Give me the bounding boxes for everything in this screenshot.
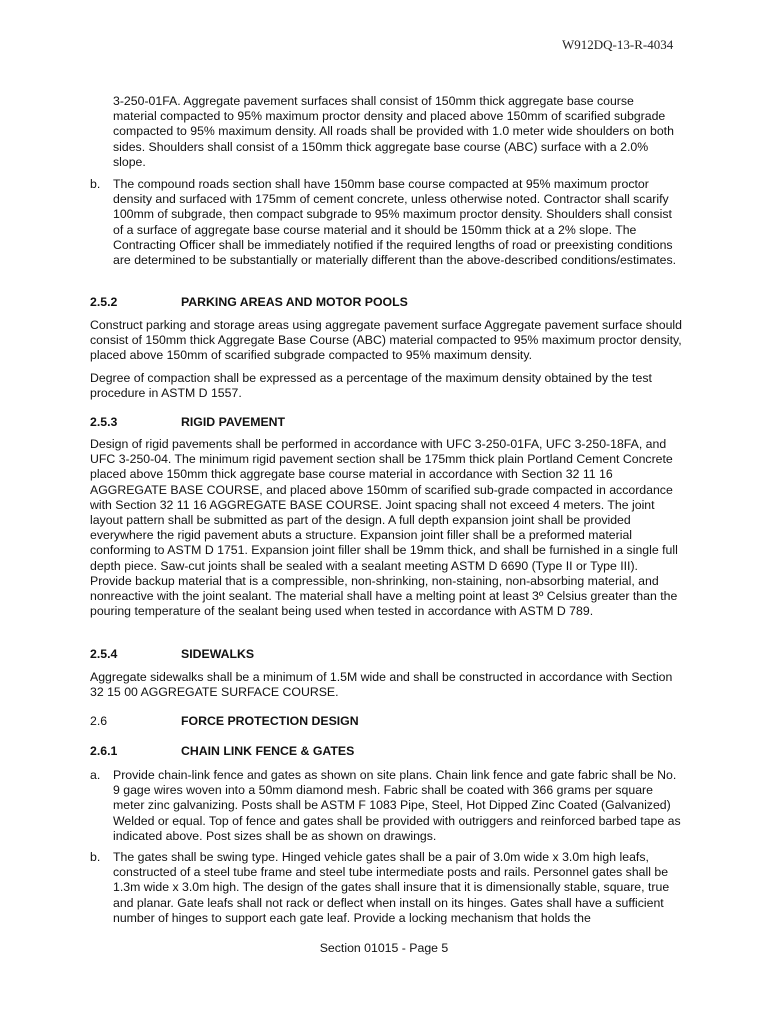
section-title-force-protection: FORCE PROTECTION DESIGN xyxy=(181,714,359,728)
intro-continuation-paragraph: 3-250-01FA. Aggregate pavement surfaces shall consist of 150mm thick aggregate base course material compacted to 95% maximum proctor density and placed above 150mm of scarified subgrade compacted to 95% maximum density. All roads shall be provided with 1.0 meter wide shoulders on both sides. Shoulders shall consist of a 150mm thick aggregate base course (ABC) surface with a 2.0% slope. xyxy=(113,94,674,169)
page-footer: Section 01015 - Page 5 xyxy=(319,941,449,955)
chain-link-item-a-paragraph: Provide chain-link fence and gates as shown on site plans. Chain link fence and gate fabric shall be No. 9 gage wires woven into a 50mm diamond mesh. Fabric shall be coated with 366 grams per square meter zinc galvanizing. Posts shall be ASTM F 1083 Pipe, Steel, Hot Dipped Zinc Coated (Galvanized) Welded or equal. Top of fence and gates shall be provided with outriggers and reinforced barbed tape as indicated above. Post sizes shall be as shown on drawings. xyxy=(113,768,681,843)
list-marker-b: b. xyxy=(90,177,101,191)
section-number-2-5-3: 2.5.3 xyxy=(90,415,118,429)
section-number-2-5-4: 2.5.4 xyxy=(90,647,118,661)
intro-item-b-paragraph: The compound roads section shall have 150mm base course compacted at 95% maximum proctor density and surfaced with 175mm of cement concrete, unless otherwise noted. Contractor shall scarify 100mm of subgrade, then compact subgrade to 95% maximum proctor density. Shoulders shall consist of a surface of aggregate base course material and it should be 150mm thick at a 2% slope. The Contracting Officer shall be immediately notified if the required lengths of road or preexisting conditions are determined to be substantially or materially different than the above-described conditions/estimates. xyxy=(113,177,677,268)
parking-areas-paragraph-2: Degree of compaction shall be expressed as a percentage of the maximum density obtained by the test procedure in ASTM D 1557. xyxy=(90,371,652,401)
section-title-parking-areas: PARKING AREAS AND MOTOR POOLS xyxy=(181,295,408,309)
parking-areas-paragraph-1: Construct parking and storage areas using aggregate pavement surface Aggregate pavement surface should consist of 150mm thick Aggregate Base Course (ABC) material compacted to 95% maximum proctor density, placed above 150mm of scarified subgrade compacted to 95% maximum density. xyxy=(90,318,682,363)
sidewalks-paragraph: Aggregate sidewalks shall be a minimum of 1.5M wide and shall be constructed in accordance with Section 32 15 00 AGGREGATE SURFACE COURSE. xyxy=(90,670,673,700)
document-id: W912DQ-13-R-4034 xyxy=(562,37,674,52)
section-number-2-6: 2.6 xyxy=(90,714,108,728)
section-title-rigid-pavement: RIGID PAVEMENT xyxy=(181,415,286,429)
section-title-sidewalks: SIDEWALKS xyxy=(181,647,255,661)
chain-link-item-b-paragraph: The gates shall be swing type. Hinged vehicle gates shall be a pair of 3.0m wide x 3.0m high leafs, constructed of a steel tube frame and steel tube intermediate posts and rails. Personnel gates shall be 1.3m wide x 3.0m high. The design of the gates shall insure that it is dimensionally stable, square, true and planar. Gate leafs shall not rack or deflect when install on its hinges. Gates shall have a sufficient number of hinges to support each gate leaf. Provide a locking mechanism that holds the xyxy=(113,850,670,925)
list-marker-a: a. xyxy=(90,768,101,782)
list-marker-b-gates: b. xyxy=(90,850,101,864)
section-number-2-6-1: 2.6.1 xyxy=(90,744,118,758)
section-number-2-5-2: 2.5.2 xyxy=(90,295,118,309)
rigid-pavement-paragraph: Design of rigid pavements shall be performed in accordance with UFC 3-250-01FA, UFC 3-250-18FA, and UFC 3-250-04. The minimum rigid pavement section shall be 175mm thick plain Portland Cement Concrete placed above 150mm thick aggregate base course material in accordance with Section 32 11 16 AGGREGATE BASE COURSE, and placed above 150mm of scarified sub-grade compacted in accordance with Section 32 11 16 AGGREGATE BASE COURSE. Joint spacing shall not exceed 4 meters. The joint layout pattern shall be submitted as part of the design. A full depth expansion joint shall be provided everywhere the rigid pavement abuts a structure. Expansion joint filler shall be a preformed material conforming to ASTM D 1751. Expansion joint filler shall be 19mm thick, and shall be furnished in a single full depth piece. Saw-cut joints shall be sealed with a sealant meeting ASTM D 6690 (Type II or Type III). Provide backup material that is a compressible, non-shrinking, non-staining, non-absorbing material, and nonreactive with the joint sealant. The material shall have a melting point at least 3º Celsius greater than the pouring temperature of the sealant being used when tested in accordance with ASTM D 789. xyxy=(90,437,678,619)
section-title-chain-link-fence: CHAIN LINK FENCE & GATES xyxy=(181,744,355,758)
